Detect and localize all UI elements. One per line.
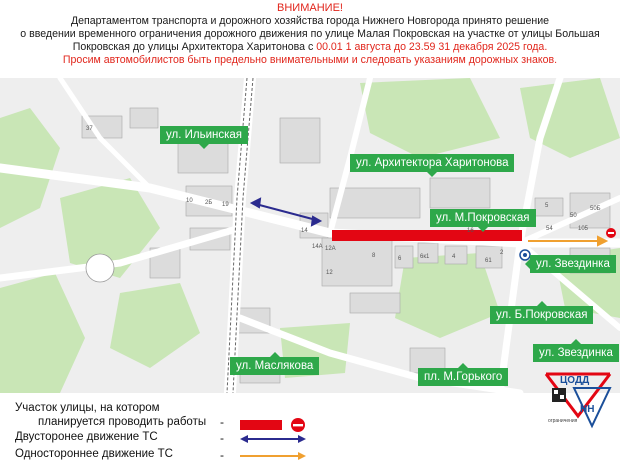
building-number: 12А [325, 246, 336, 252]
legend-two-way-arrow [240, 433, 306, 445]
legend-two-way-label: Двусторонее движение ТС [15, 431, 158, 443]
street-label-zvezdinka-1: ул. Звездинка [530, 255, 616, 273]
building-number: 5 [545, 203, 549, 209]
legend-one-way-arrow [240, 450, 306, 462]
building-number: 14 [301, 228, 308, 234]
street-label-m-pokrovskaya: ул. М.Покровская [430, 209, 536, 227]
street-label-b-pokrovskaya: ул. Б.Покровская [490, 306, 593, 324]
logo-top-text: ЦОДД [560, 375, 590, 386]
building-number: 8 [372, 253, 376, 259]
work-zone [332, 230, 522, 241]
notice-line-3-text: Покровская до улицы Архитектора Харитонова с [72, 41, 317, 53]
notice-line-4: Просим автомобилистов быть предельно внимательными и следовать указаниям дорожных знаков. [62, 54, 558, 66]
notice-title: ВНИМАНИЕ! [277, 2, 343, 14]
building-number: 50Б [590, 206, 601, 212]
street-label-maslyakova: ул. Маслякова [230, 357, 319, 375]
building-number: 10 [186, 198, 193, 204]
notice-line-3 [0, 41, 620, 54]
building-number: 2 [500, 250, 504, 256]
notice-header [0, 0, 620, 78]
legend-work-swatch [240, 417, 310, 433]
legend-dash: - [220, 431, 224, 445]
building-number: 61 [485, 258, 492, 264]
street-map [0, 78, 620, 393]
legend-work-label-1: Участок улицы, на котором [15, 402, 160, 414]
logo-bottom-text: НН [580, 404, 595, 415]
building-number: 6к1 [420, 254, 430, 260]
roundabout [86, 254, 114, 282]
building-number: 50 [570, 213, 577, 219]
building-number: 6 [398, 256, 402, 262]
street-label-kharitonova: ул. Архитектора Харитонова [350, 154, 514, 172]
logo-caption: ограничения [548, 418, 578, 424]
notice-line-1: Департаментом транспорта и дорожного хозяйства города Нижнего Новгорода принято решение [70, 15, 550, 27]
legend-dash: - [220, 415, 224, 429]
no-entry-sign-map [606, 228, 616, 238]
legend-one-way-label: Одностороннее движение ТС [15, 448, 173, 460]
building-number: 16 [467, 228, 474, 234]
building-number: 37 [86, 126, 93, 132]
street-label-m-gorkogo: пл. М.Горького [418, 368, 508, 386]
building-number: 12 [326, 270, 333, 276]
street-label-ilinskaya: ул. Ильинская [160, 126, 248, 144]
building-number: 14А [312, 244, 323, 250]
map-legend [0, 393, 620, 470]
building-number: 105 [578, 226, 589, 232]
building-number: 4 [452, 254, 456, 260]
notice-dates: 00.01 1 августа до 23.59 31 декабря 2025 года. [316, 41, 548, 53]
legend-dash: - [220, 448, 224, 462]
codd-logo [542, 368, 614, 462]
notice-line-2: о введении временного ограничения дорожного движения по улице Малая Покровская на участке от улицы Большая [20, 28, 600, 40]
legend-work-label-2: планируется проводить работы [38, 416, 207, 428]
building-number: 2Б [205, 200, 213, 206]
street-label-zvezdinka-2: ул. Звездинка [533, 344, 619, 362]
building-number: 19 [222, 202, 229, 208]
map-canvas [0, 78, 620, 393]
building-number: 54 [546, 226, 553, 232]
